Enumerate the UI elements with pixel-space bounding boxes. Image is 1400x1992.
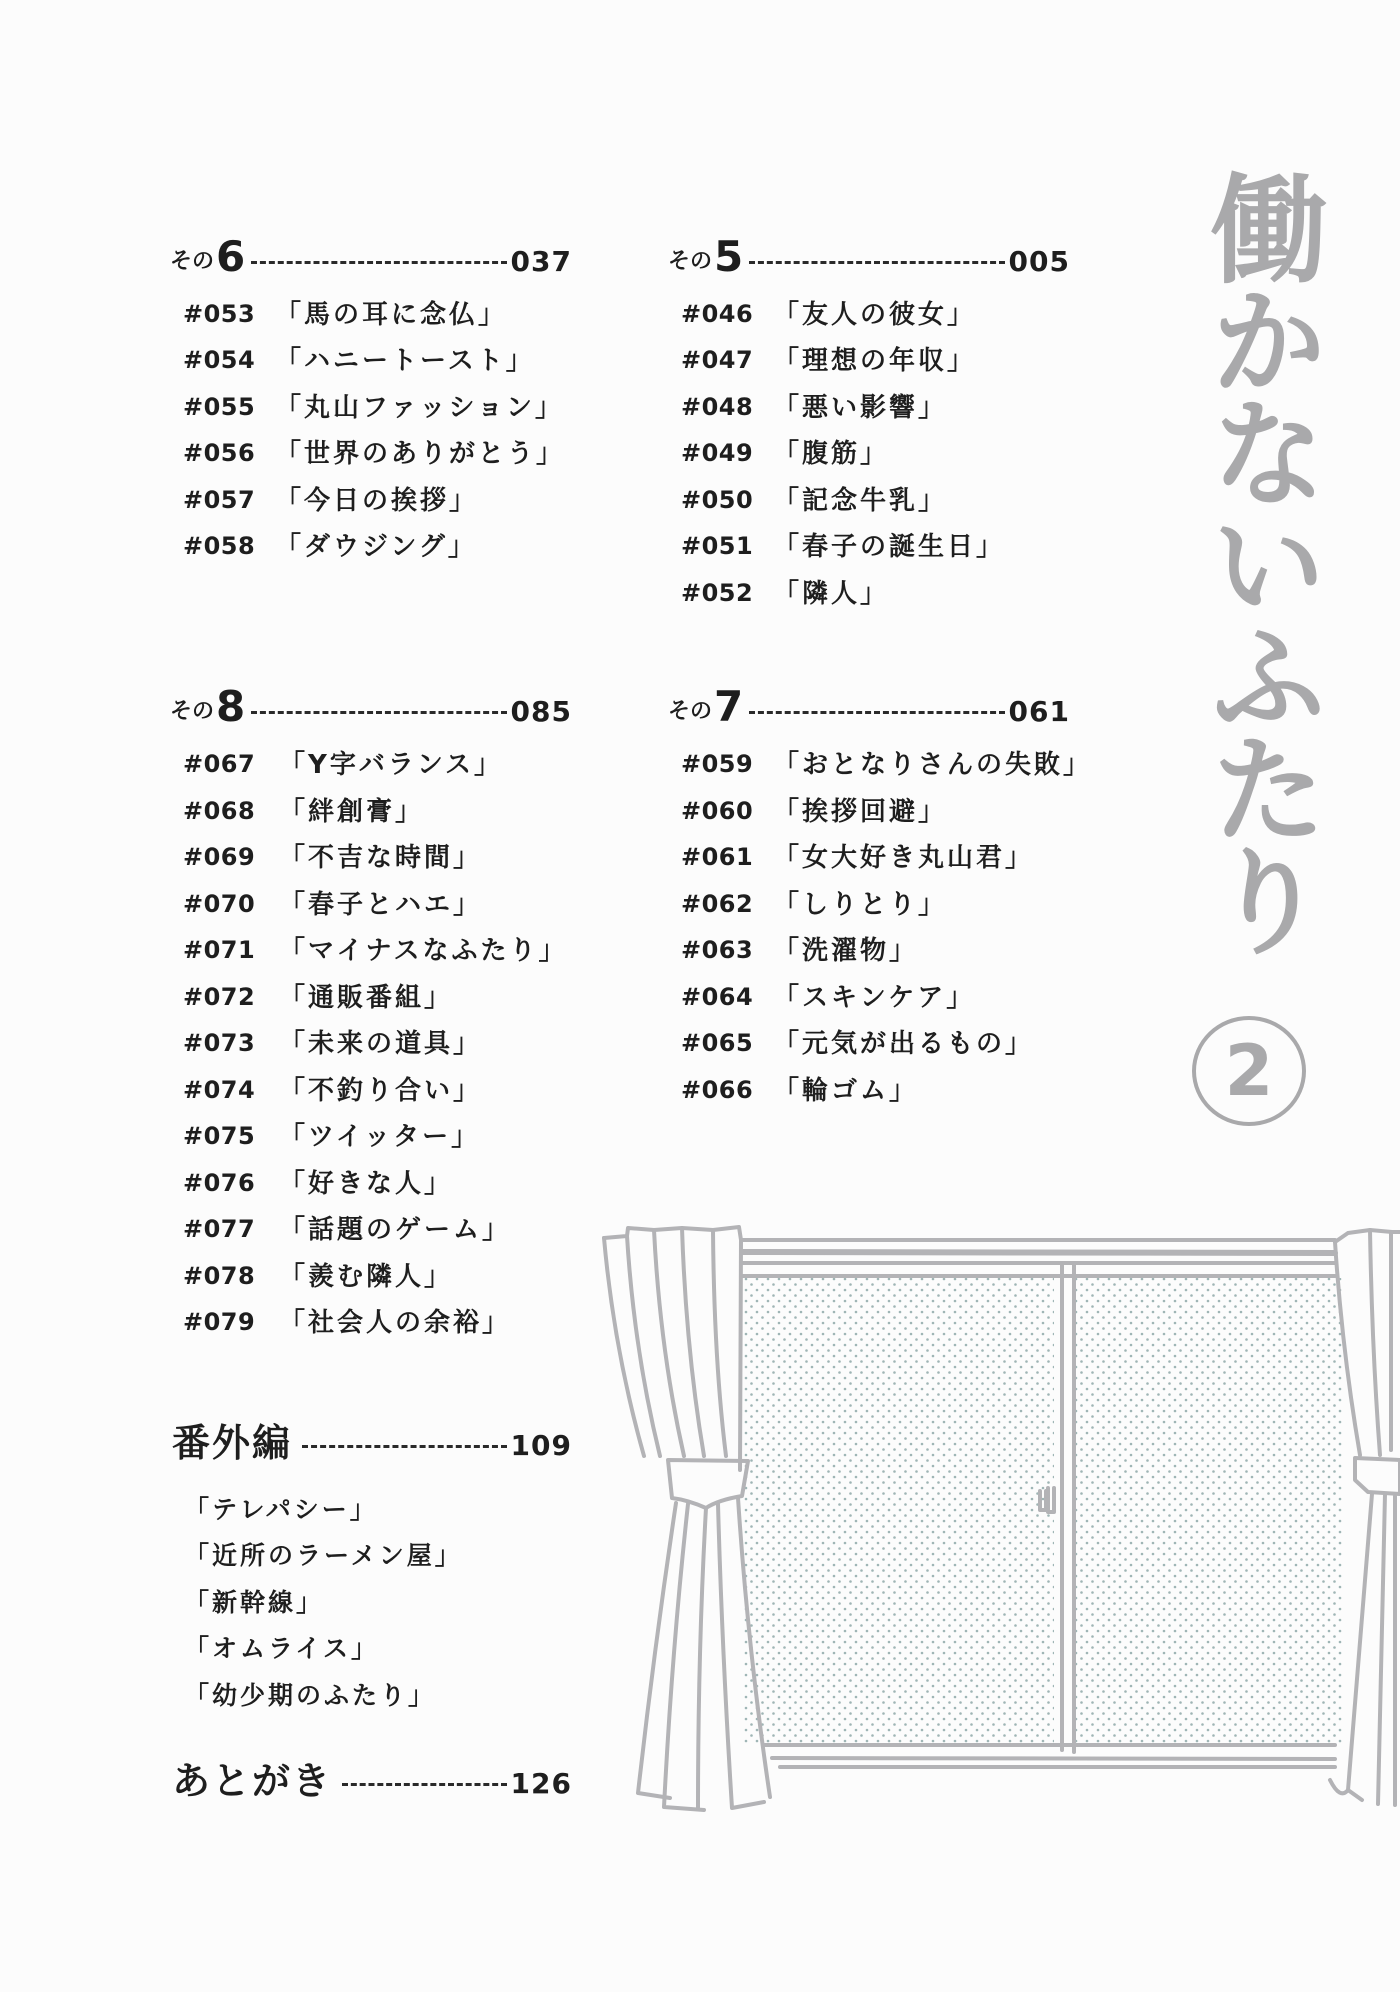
- dotted-leader: [749, 711, 1004, 714]
- entry-title: 「丸山ファッション」: [275, 393, 564, 423]
- entry-number: #075: [183, 1122, 256, 1150]
- entry-title: 「腹筋」: [773, 439, 890, 469]
- entry-number: #056: [183, 439, 256, 467]
- entry-title: 「記念牛乳」: [773, 486, 948, 516]
- entry-title: 「洗濯物」: [773, 936, 919, 966]
- section-prefix: その: [170, 699, 215, 724]
- extra-entry[interactable]: 「テレパシー」: [184, 1495, 378, 1524]
- toc-entry[interactable]: [183, 1261, 454, 1292]
- section-page-number: 061: [1008, 695, 1070, 728]
- toc-entry[interactable]: [183, 1031, 482, 1057]
- toc-entry[interactable]: [681, 1075, 919, 1106]
- toc-entry[interactable]: [183, 889, 483, 920]
- entry-title: 「友人の彼女」: [773, 300, 977, 330]
- volume-badge: [1192, 1016, 1306, 1126]
- entry-number: #079: [183, 1308, 256, 1336]
- book-title: 働かないふたり: [1190, 168, 1328, 952]
- section-number: 8: [216, 682, 246, 731]
- entry-number: #072: [183, 982, 256, 1011]
- entry-number: #070: [183, 889, 256, 918]
- entry-title: 「未来の道具」: [279, 1029, 483, 1059]
- toc-entry[interactable]: [183, 395, 564, 421]
- toc-entry[interactable]: [681, 845, 1034, 871]
- entry-number: #063: [681, 936, 754, 964]
- dotted-leader: [251, 711, 506, 714]
- toc-entry[interactable]: [183, 1168, 454, 1199]
- entry-number: #076: [183, 1168, 256, 1197]
- entry-title: 「スキンケア」: [773, 982, 976, 1013]
- toc-entry[interactable]: [681, 395, 947, 421]
- toc-entry[interactable]: [183, 796, 425, 827]
- entry-title: 「ツイッター」: [279, 1122, 481, 1152]
- section-number: 5: [714, 232, 744, 281]
- afterword-label: あとがき: [172, 1759, 333, 1803]
- entry-number: #066: [681, 1075, 754, 1104]
- entry-number: #055: [183, 393, 256, 421]
- entry-number: #062: [681, 889, 754, 918]
- entry-number: #061: [681, 843, 754, 871]
- toc-entry[interactable]: [681, 534, 1005, 560]
- entry-number: #067: [183, 750, 256, 778]
- section-page-number: 126: [510, 1767, 572, 1800]
- section-header-sono6: [170, 232, 572, 281]
- section-header-sono7: [668, 682, 1070, 731]
- toc-entry[interactable]: [183, 982, 454, 1013]
- entry-title: 「ハニートースト」: [275, 346, 535, 376]
- entry-number: #069: [183, 843, 256, 871]
- entry-title: 「不釣り合い」: [279, 1075, 483, 1106]
- entry-number: #065: [681, 1029, 754, 1057]
- entry-title: 「今日の挨拶」: [275, 486, 479, 516]
- entry-title: 「女大好き丸山君」: [773, 843, 1035, 873]
- toc-entry[interactable]: [183, 488, 478, 514]
- section-prefix: その: [668, 249, 713, 274]
- section-page-number: 005: [1008, 245, 1070, 278]
- dotted-leader: [342, 1783, 507, 1786]
- entry-number: #073: [183, 1029, 256, 1057]
- toc-entry[interactable]: [183, 938, 567, 964]
- toc-entry[interactable]: [681, 302, 976, 328]
- extra-entry[interactable]: 「幼少期のふたり」: [184, 1681, 437, 1710]
- toc-entry[interactable]: [681, 441, 889, 467]
- toc-entry[interactable]: [183, 534, 477, 560]
- section-page-number: 109: [510, 1429, 572, 1462]
- section-page-number: 085: [510, 695, 572, 728]
- dotted-leader: [749, 261, 1004, 264]
- toc-entry[interactable]: [183, 441, 565, 467]
- entry-number: #054: [183, 346, 256, 374]
- entry-title: 「好きな人」: [279, 1168, 454, 1199]
- entry-number: #077: [183, 1215, 256, 1243]
- dotted-leader: [251, 261, 506, 264]
- toc-entry[interactable]: [681, 982, 976, 1013]
- entry-number: #057: [183, 486, 256, 514]
- extra-entry[interactable]: 「新幹線」: [184, 1588, 325, 1617]
- toc-entry[interactable]: [183, 1310, 511, 1336]
- extra-entry[interactable]: 「オムライス」: [184, 1634, 380, 1663]
- entry-title: 「世界のありがとう」: [275, 439, 566, 469]
- toc-entry[interactable]: [681, 796, 948, 827]
- extras-label: 番外編: [172, 1421, 293, 1465]
- entry-number: #078: [183, 1261, 256, 1290]
- window-curtain-illustration: [600, 1210, 1400, 1850]
- volume-number: 2: [1224, 1030, 1274, 1112]
- entry-number: #052: [681, 579, 754, 607]
- toc-entry[interactable]: [681, 752, 1092, 778]
- entry-title: 「話題のゲーム」: [279, 1215, 512, 1245]
- entry-title: 「不吉な時間」: [279, 843, 483, 873]
- toc-entry[interactable]: [681, 488, 947, 514]
- entry-title: 「社会人の余裕」: [279, 1308, 512, 1338]
- entry-title: 「羨む隣人」: [279, 1261, 454, 1292]
- toc-entry[interactable]: [183, 752, 503, 778]
- section-header-sono8: [170, 682, 572, 731]
- entry-title: 「マイナスなふたり」: [279, 936, 568, 966]
- entry-title: 「理想の年収」: [773, 346, 977, 376]
- section-header-sono5: [668, 232, 1070, 281]
- entry-number: #049: [681, 439, 754, 467]
- extra-entry[interactable]: 「近所のラーメン屋」: [184, 1541, 463, 1570]
- entry-title: 「輪ゴム」: [773, 1075, 919, 1106]
- entry-title: 「ダウジング」: [275, 532, 477, 562]
- entry-title: 「春子とハエ」: [279, 889, 483, 920]
- entry-number: #058: [183, 532, 256, 560]
- entry-title: 「馬の耳に念仏」: [275, 300, 508, 330]
- entry-number: #050: [681, 486, 754, 514]
- section-page-number: 037: [510, 245, 572, 278]
- section-header-extras: [172, 1421, 572, 1465]
- entry-number: #048: [681, 393, 754, 421]
- section-number: 7: [714, 682, 744, 731]
- entry-title: 「隣人」: [773, 579, 890, 609]
- entry-title: 「元気が出るもの」: [773, 1029, 1035, 1059]
- entry-number: #047: [681, 346, 754, 374]
- entry-number: #046: [681, 300, 754, 328]
- toc-entry[interactable]: [183, 1124, 480, 1150]
- entry-title: 「悪い影響」: [773, 393, 948, 423]
- section-prefix: その: [170, 249, 215, 274]
- toc-entry[interactable]: [681, 348, 976, 374]
- entry-title: 「挨拶回避」: [773, 796, 948, 827]
- entry-title: 「絆創膏」: [279, 796, 425, 827]
- entry-number: #059: [681, 750, 754, 778]
- entry-number: #068: [183, 796, 256, 825]
- section-header-afterword: [172, 1759, 572, 1803]
- section-prefix: その: [668, 699, 713, 724]
- entry-number: #071: [183, 936, 256, 964]
- entry-title: 「しりとり」: [773, 889, 948, 920]
- entry-title: 「春子の誕生日」: [773, 532, 1006, 562]
- toc-entry[interactable]: [183, 348, 535, 374]
- toc-entry[interactable]: [681, 889, 948, 920]
- toc-entry[interactable]: [681, 938, 918, 964]
- entry-title: 「おとなりさんの失敗」: [773, 750, 1093, 780]
- entry-number: #053: [183, 300, 256, 328]
- toc-entry[interactable]: [183, 1217, 511, 1243]
- toc-entry[interactable]: [681, 581, 889, 607]
- entry-title: 「通販番組」: [279, 982, 454, 1013]
- dotted-leader: [302, 1445, 507, 1448]
- entry-number: #060: [681, 796, 754, 825]
- entry-number: #051: [681, 532, 754, 560]
- entry-number: #074: [183, 1075, 256, 1104]
- section-number: 6: [216, 232, 246, 281]
- toc-entry[interactable]: [681, 1031, 1034, 1057]
- entry-number: #064: [681, 982, 754, 1011]
- toc-entry[interactable]: [183, 1075, 483, 1106]
- toc-entry[interactable]: [183, 845, 482, 871]
- entry-title: 「Y字バランス」: [279, 750, 504, 780]
- toc-entry[interactable]: [183, 302, 507, 328]
